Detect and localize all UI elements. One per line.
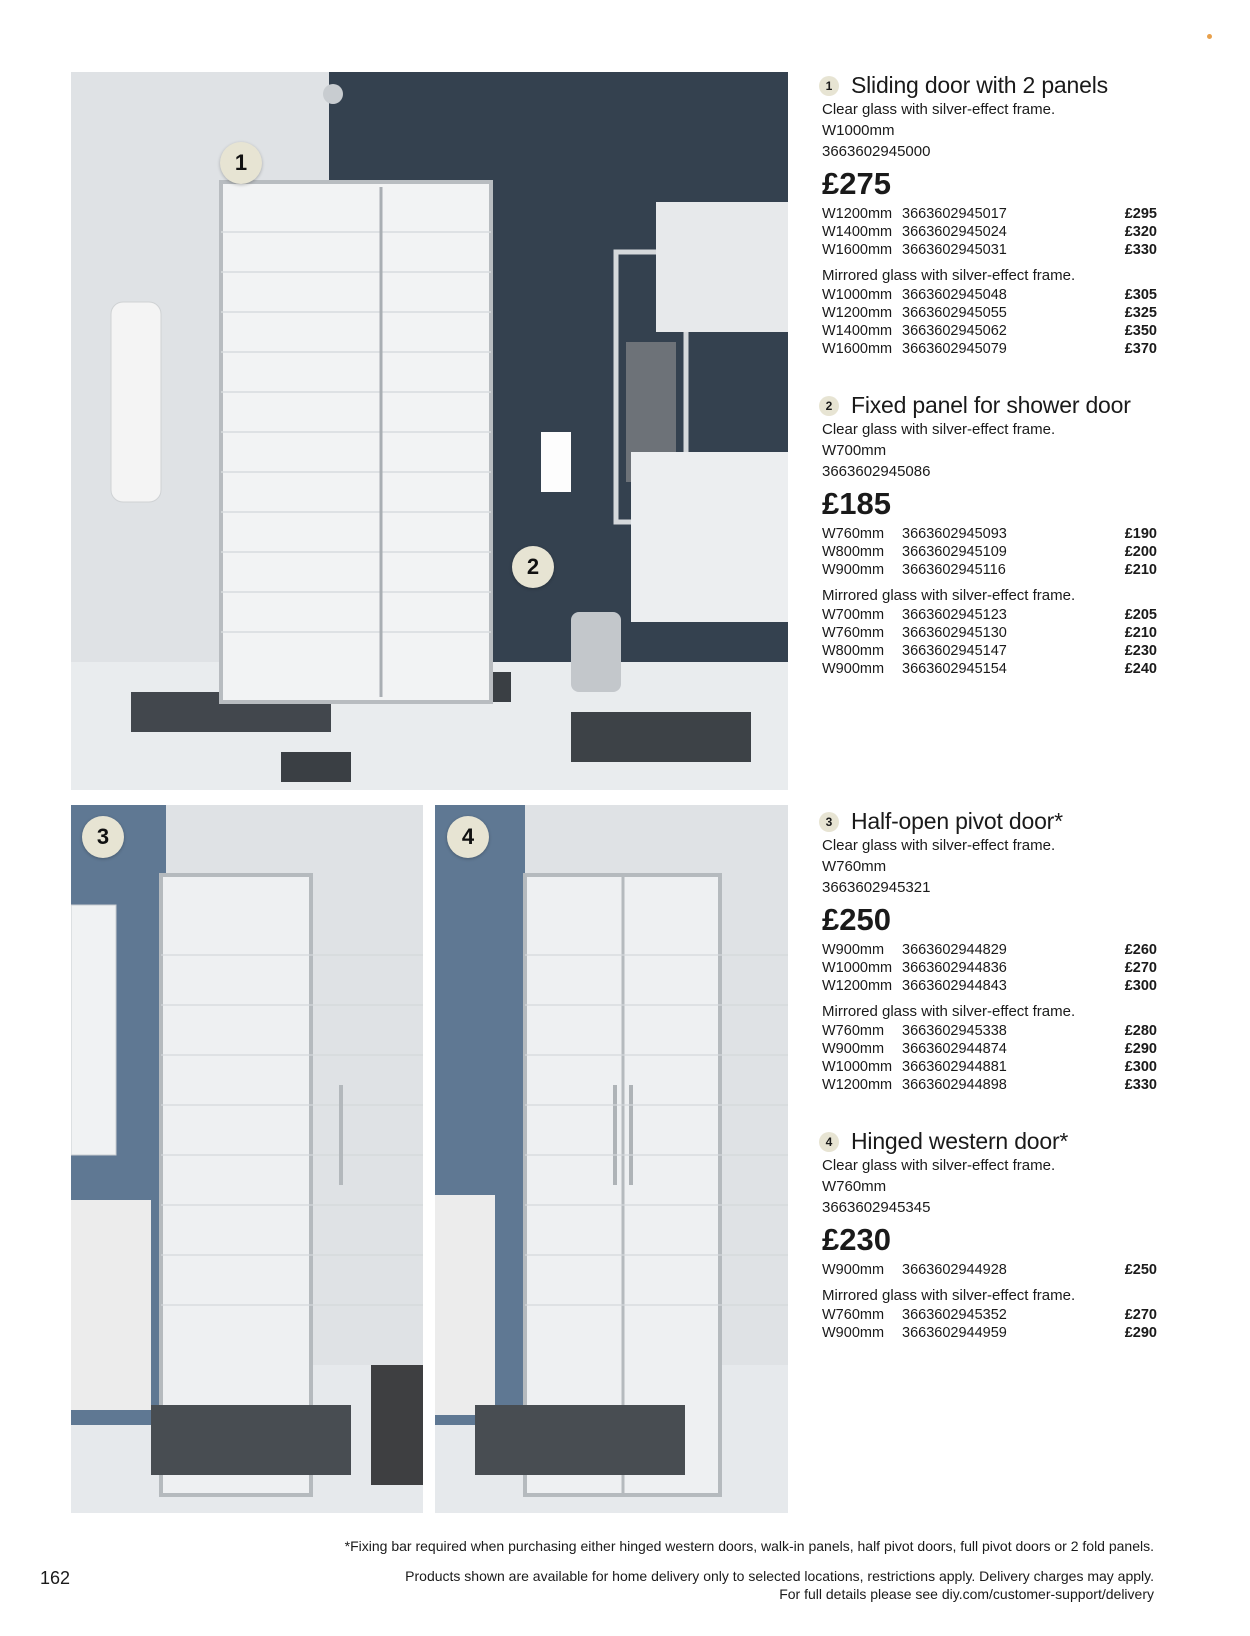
variant-row: W1200mm 3663602945017 £295: [822, 206, 1157, 222]
variant-row: W760mm 3663602945352 £270: [822, 1307, 1157, 1323]
product-desc: Clear glass with silver-effect frame.: [822, 837, 1056, 854]
delivery-line-1: Products shown are available for home delivery only to selected locations, restrictions apply. Delivery charges may apply.: [405, 1568, 1154, 1584]
product-title: Hinged western door*: [851, 1128, 1069, 1154]
delivery-note: [405, 1567, 1154, 1603]
mirrored-label: Mirrored glass with silver-effect frame.: [822, 267, 1076, 284]
variant-row: W900mm 3663602945154 £240: [822, 661, 1157, 677]
delivery-line-2[interactable]: For full details please see diy.com/customer-support/delivery: [779, 1586, 1154, 1602]
product-header: [819, 808, 1157, 835]
footnote: *Fixing bar required when purchasing either hinged western doors, walk-in panels, half pivot doors, full pivot doors or 2 fold panels.: [344, 1538, 1154, 1554]
product-width: W760mm: [822, 1178, 887, 1195]
product-code: 3663602945086: [822, 463, 931, 480]
product-2: [822, 392, 1157, 678]
variant-row: W900mm 3663602945116 £210: [822, 562, 1157, 578]
variant-row: W800mm 3663602945109 £200: [822, 544, 1157, 560]
variant-row: W760mm 3663602945130 £210: [822, 625, 1157, 641]
product-width: W700mm: [822, 442, 887, 459]
product-number: 4: [819, 1132, 839, 1152]
variant-row: W760mm 3663602945338 £280: [822, 1023, 1157, 1039]
product-desc: Clear glass with silver-effect frame.: [822, 1157, 1056, 1174]
product-width: W760mm: [822, 858, 887, 875]
variant-row: W900mm 3663602944928 £250: [822, 1262, 1157, 1278]
product-price: £250: [822, 902, 891, 937]
product-number: 2: [819, 396, 839, 416]
product-price: £230: [822, 1222, 891, 1257]
variant-row: W1600mm 3663602945079 £370: [822, 341, 1157, 357]
product-number: 1: [819, 76, 839, 96]
variant-row: W760mm 3663602945093 £190: [822, 526, 1157, 542]
page-number: 162: [40, 1568, 71, 1588]
mirrored-label: Mirrored glass with silver-effect frame.: [822, 587, 1076, 604]
mirrored-label: Mirrored glass with silver-effect frame.: [822, 1287, 1076, 1304]
product-width: W1000mm: [822, 122, 895, 139]
product-title: Fixed panel for shower door: [851, 392, 1131, 418]
product-header: [819, 1128, 1157, 1155]
product-4: [822, 1128, 1157, 1342]
photo-badge-4: 4: [447, 816, 489, 858]
photo-sliding-door: [71, 72, 788, 790]
variant-row: W1200mm 3663602944843 £300: [822, 978, 1157, 994]
corner-mark: [1207, 34, 1212, 39]
variant-row: W1600mm 3663602945031 £330: [822, 242, 1157, 258]
product-price: £185: [822, 486, 891, 521]
product-header: [819, 392, 1157, 419]
product-code: 3663602945000: [822, 143, 931, 160]
photo-badge-1: 1: [220, 142, 262, 184]
product-price: £275: [822, 166, 891, 201]
photo-badge-2: 2: [512, 546, 554, 588]
variant-row: W800mm 3663602945147 £230: [822, 643, 1157, 659]
product-desc: Clear glass with silver-effect frame.: [822, 421, 1056, 438]
variant-row: W700mm 3663602945123 £205: [822, 607, 1157, 623]
variant-row: W1000mm 3663602944836 £270: [822, 960, 1157, 976]
variant-row: W1000mm 3663602944881 £300: [822, 1059, 1157, 1075]
product-code: 3663602945321: [822, 879, 931, 896]
variant-row: W1000mm 3663602945048 £305: [822, 287, 1157, 303]
product-number: 3: [819, 812, 839, 832]
variant-row: W900mm 3663602944829 £260: [822, 942, 1157, 958]
variant-row: W1200mm 3663602944898 £330: [822, 1077, 1157, 1093]
product-3: [822, 808, 1157, 1094]
product-1: [822, 72, 1157, 358]
photo-western-door: [435, 805, 788, 1513]
product-desc: Clear glass with silver-effect frame.: [822, 101, 1056, 118]
variant-row: W1400mm 3663602945024 £320: [822, 224, 1157, 240]
photo-badge-3: 3: [82, 816, 124, 858]
variant-row: W900mm 3663602944959 £290: [822, 1325, 1157, 1341]
mirrored-label: Mirrored glass with silver-effect frame.: [822, 1003, 1076, 1020]
photo-pivot-door: [71, 805, 423, 1513]
product-title: Sliding door with 2 panels: [851, 72, 1108, 98]
variant-row: W900mm 3663602944874 £290: [822, 1041, 1157, 1057]
variant-row: W1200mm 3663602945055 £325: [822, 305, 1157, 321]
variant-row: W1400mm 3663602945062 £350: [822, 323, 1157, 339]
product-code: 3663602945345: [822, 1199, 931, 1216]
product-header: [819, 72, 1157, 99]
product-title: Half-open pivot door*: [851, 808, 1063, 834]
